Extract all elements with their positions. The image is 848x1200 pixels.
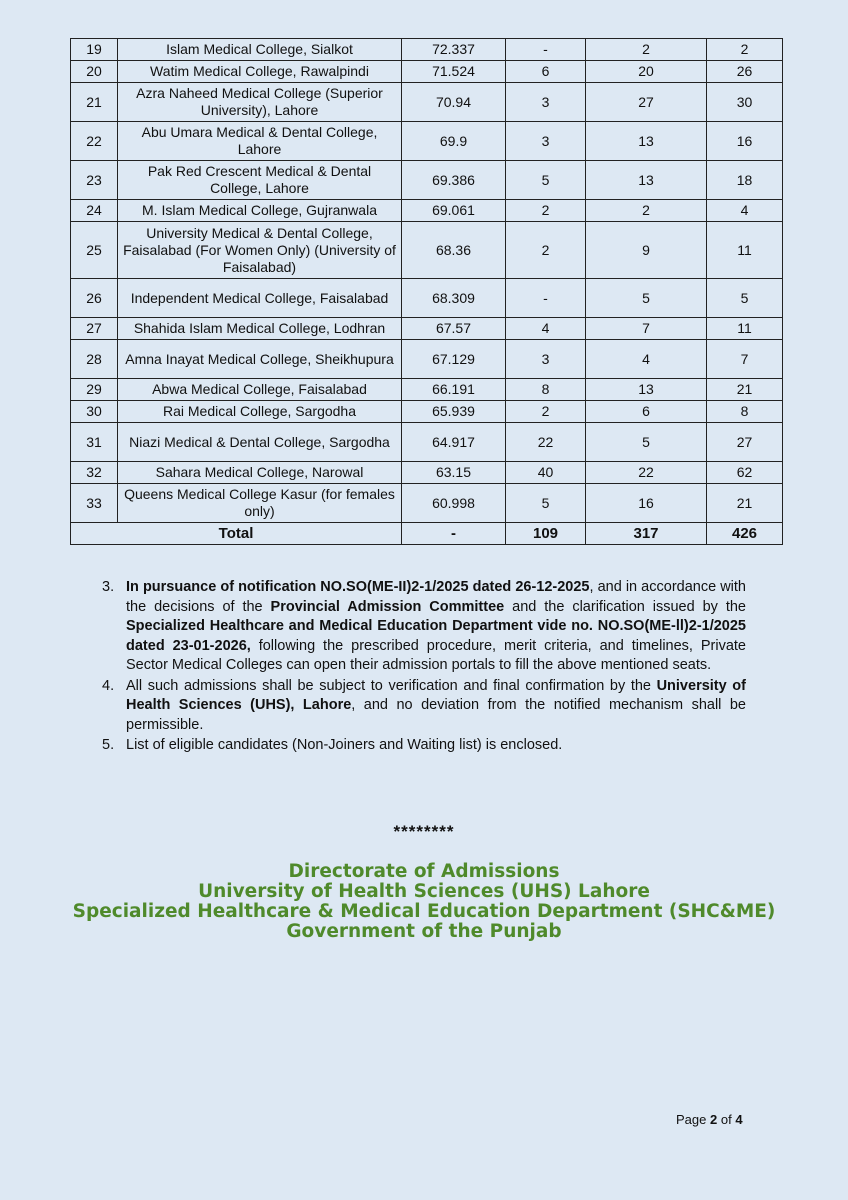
seats-col2: 20 xyxy=(586,61,707,83)
college-name: Independent Medical College, Faisalabad xyxy=(118,279,402,318)
paragraph-text: List of eligible candidates (Non-Joiners and Waiting list) is enclosed. xyxy=(126,737,563,753)
paragraph-text: All such admissions shall be subject to verification and final confirmation by the xyxy=(126,677,657,694)
serial-number: 25 xyxy=(71,222,118,279)
seats-total: 4 xyxy=(707,200,783,222)
paragraph-number: 4. xyxy=(102,677,115,694)
paragraph-text: , and no deviation from the notified mechanism shall be permissible. xyxy=(126,697,746,733)
seats-col1: 3 xyxy=(506,122,586,161)
table-row xyxy=(71,484,783,523)
seats-col2: 4 xyxy=(586,340,707,379)
college-name: Amna Inayat Medical College, Sheikhupura xyxy=(118,340,402,379)
college-name: Shahida Islam Medical College, Lodhran xyxy=(118,318,402,340)
seats-col2: 13 xyxy=(586,161,707,200)
signature-line-directorate: Directorate of Admissions xyxy=(288,861,560,882)
paragraph-3 xyxy=(102,578,746,676)
serial-number: 23 xyxy=(71,161,118,200)
closing-merit: 68.36 xyxy=(402,222,506,279)
table-row xyxy=(71,39,783,61)
closing-merit: 70.94 xyxy=(402,83,506,122)
table-row xyxy=(71,423,783,462)
serial-number: 31 xyxy=(71,423,118,462)
seats-col1: 22 xyxy=(506,423,586,462)
college-name: Abu Umara Medical & Dental College, Lahore xyxy=(118,122,402,161)
paragraph-5 xyxy=(102,736,746,756)
table-row xyxy=(71,401,783,423)
seats-col2: 7 xyxy=(586,318,707,340)
table-row xyxy=(71,279,783,318)
closing-merit: 67.129 xyxy=(402,340,506,379)
seats-col2: 9 xyxy=(586,222,707,279)
college-name: Queens Medical College Kasur (for females only) xyxy=(118,484,402,523)
closing-merit: 71.524 xyxy=(402,61,506,83)
total-col1: 109 xyxy=(506,523,586,545)
table-row xyxy=(71,222,783,279)
college-name: M. Islam Medical College, Gujranwala xyxy=(118,200,402,222)
college-name: Abwa Medical College, Faisalabad xyxy=(118,379,402,401)
closing-merit: 68.309 xyxy=(402,279,506,318)
closing-merit: 69.061 xyxy=(402,200,506,222)
college-name: Pak Red Crescent Medical & Dental College, Lahore xyxy=(118,161,402,200)
seats-col1: 2 xyxy=(506,200,586,222)
total-label: Total xyxy=(71,523,402,545)
seats-total: 11 xyxy=(707,318,783,340)
college-name: Azra Naheed Medical College (Superior University), Lahore xyxy=(118,83,402,122)
serial-number: 32 xyxy=(71,462,118,484)
seats-col1: - xyxy=(506,279,586,318)
seats-col2: 22 xyxy=(586,462,707,484)
college-name: Niazi Medical & Dental College, Sargodha xyxy=(118,423,402,462)
closing-merit: 69.386 xyxy=(402,161,506,200)
department-reference: Specialized Healthcare and Medical Education Department vide no. NO.SO(ME-ll)2-1/2025 dated 23-01-2026, xyxy=(126,618,746,654)
table-row xyxy=(71,379,783,401)
seats-col1: 40 xyxy=(506,462,586,484)
seats-col2: 2 xyxy=(586,200,707,222)
seats-total: 16 xyxy=(707,122,783,161)
college-name: Sahara Medical College, Narowal xyxy=(118,462,402,484)
table-row xyxy=(71,61,783,83)
seats-total: 7 xyxy=(707,340,783,379)
seats-total: 8 xyxy=(707,401,783,423)
seats-total: 2 xyxy=(707,39,783,61)
serial-number: 21 xyxy=(71,83,118,122)
table-row xyxy=(71,83,783,122)
seats-col2: 13 xyxy=(586,122,707,161)
total-col3: 426 xyxy=(707,523,783,545)
total-pages: 4 xyxy=(735,1112,743,1127)
seats-col2: 16 xyxy=(586,484,707,523)
signature-line-department: Specialized Healthcare & Medical Education Department (SHC&ME) xyxy=(72,901,776,922)
seats-col2: 5 xyxy=(586,279,707,318)
university-name: University of Health Sciences (UHS), Lahore xyxy=(126,677,746,713)
closing-merit: 67.57 xyxy=(402,318,506,340)
seats-total: 30 xyxy=(707,83,783,122)
seats-col2: 2 xyxy=(586,39,707,61)
committee-name: Provincial Admission Committee xyxy=(270,598,505,615)
paragraph-text: following the prescribed procedure, merit criteria, and timelines, Private Sector Medical Colleges can open their admission portals to fill the above mentioned seats. xyxy=(126,637,746,673)
closing-merit: 63.15 xyxy=(402,462,506,484)
merit-table xyxy=(70,38,783,545)
college-name: Rai Medical College, Sargodha xyxy=(118,401,402,423)
seats-total: 26 xyxy=(707,61,783,83)
seats-total: 18 xyxy=(707,161,783,200)
serial-number: 30 xyxy=(71,401,118,423)
paragraph-number: 3. xyxy=(102,579,115,595)
seats-col1: 3 xyxy=(506,83,586,122)
college-name: Islam Medical College, Sialkot xyxy=(118,39,402,61)
seats-col1: 5 xyxy=(506,484,586,523)
closing-merit: 65.939 xyxy=(402,401,506,423)
serial-number: 33 xyxy=(71,484,118,523)
college-name: University Medical & Dental College, Faisalabad (For Women Only) (University of Faisalabad) xyxy=(118,222,402,279)
notification-reference: In pursuance of notification NO.SO(ME-II)2-1/2025 dated 26-12-2025 xyxy=(126,579,590,595)
merit-table-body xyxy=(71,39,783,523)
table-row xyxy=(71,161,783,200)
seats-col1: 5 xyxy=(506,161,586,200)
paragraph-4 xyxy=(102,677,746,736)
seats-total: 11 xyxy=(707,222,783,279)
table-row xyxy=(71,200,783,222)
closing-merit: 72.337 xyxy=(402,39,506,61)
seats-total: 62 xyxy=(707,462,783,484)
seats-col1: 2 xyxy=(506,401,586,423)
seats-col1: 2 xyxy=(506,222,586,279)
serial-number: 20 xyxy=(71,61,118,83)
seats-col1: 8 xyxy=(506,379,586,401)
signature-line-university: University of Health Sciences (UHS) Lahore xyxy=(198,881,650,902)
total-merit: - xyxy=(402,523,506,545)
paragraph-text: , and in accordance with the decisions of the xyxy=(126,579,746,615)
seats-col2: 13 xyxy=(586,379,707,401)
serial-number: 22 xyxy=(71,122,118,161)
table-row xyxy=(71,318,783,340)
notes-list xyxy=(102,578,746,757)
seats-col2: 6 xyxy=(586,401,707,423)
closing-merit: 60.998 xyxy=(402,484,506,523)
serial-number: 29 xyxy=(71,379,118,401)
seats-col1: - xyxy=(506,39,586,61)
closing-merit: 69.9 xyxy=(402,122,506,161)
seats-col2: 5 xyxy=(586,423,707,462)
total-col2: 317 xyxy=(586,523,707,545)
seats-col1: 3 xyxy=(506,340,586,379)
serial-number: 27 xyxy=(71,318,118,340)
seats-col2: 27 xyxy=(586,83,707,122)
seats-total: 21 xyxy=(707,379,783,401)
separator: ******** xyxy=(393,822,455,841)
table-row xyxy=(71,462,783,484)
page-word: Page xyxy=(676,1112,707,1127)
serial-number: 28 xyxy=(71,340,118,379)
page-number xyxy=(676,1112,743,1127)
paragraph-number: 5. xyxy=(102,737,115,753)
seats-col1: 4 xyxy=(506,318,586,340)
seats-col1: 6 xyxy=(506,61,586,83)
current-page: 2 xyxy=(710,1112,718,1127)
total-row xyxy=(71,523,783,545)
closing-merit: 66.191 xyxy=(402,379,506,401)
signature-block xyxy=(0,862,848,942)
serial-number: 19 xyxy=(71,39,118,61)
table-row xyxy=(71,122,783,161)
college-name: Watim Medical College, Rawalpindi xyxy=(118,61,402,83)
seats-total: 27 xyxy=(707,423,783,462)
seats-total: 21 xyxy=(707,484,783,523)
serial-number: 24 xyxy=(71,200,118,222)
of-word: of xyxy=(720,1112,732,1127)
serial-number: 26 xyxy=(71,279,118,318)
seats-total: 5 xyxy=(707,279,783,318)
paragraph-text: and the clarification issued by the xyxy=(504,598,746,615)
closing-merit: 64.917 xyxy=(402,423,506,462)
table-row xyxy=(71,340,783,379)
signature-line-government: Government of the Punjab xyxy=(286,921,562,942)
